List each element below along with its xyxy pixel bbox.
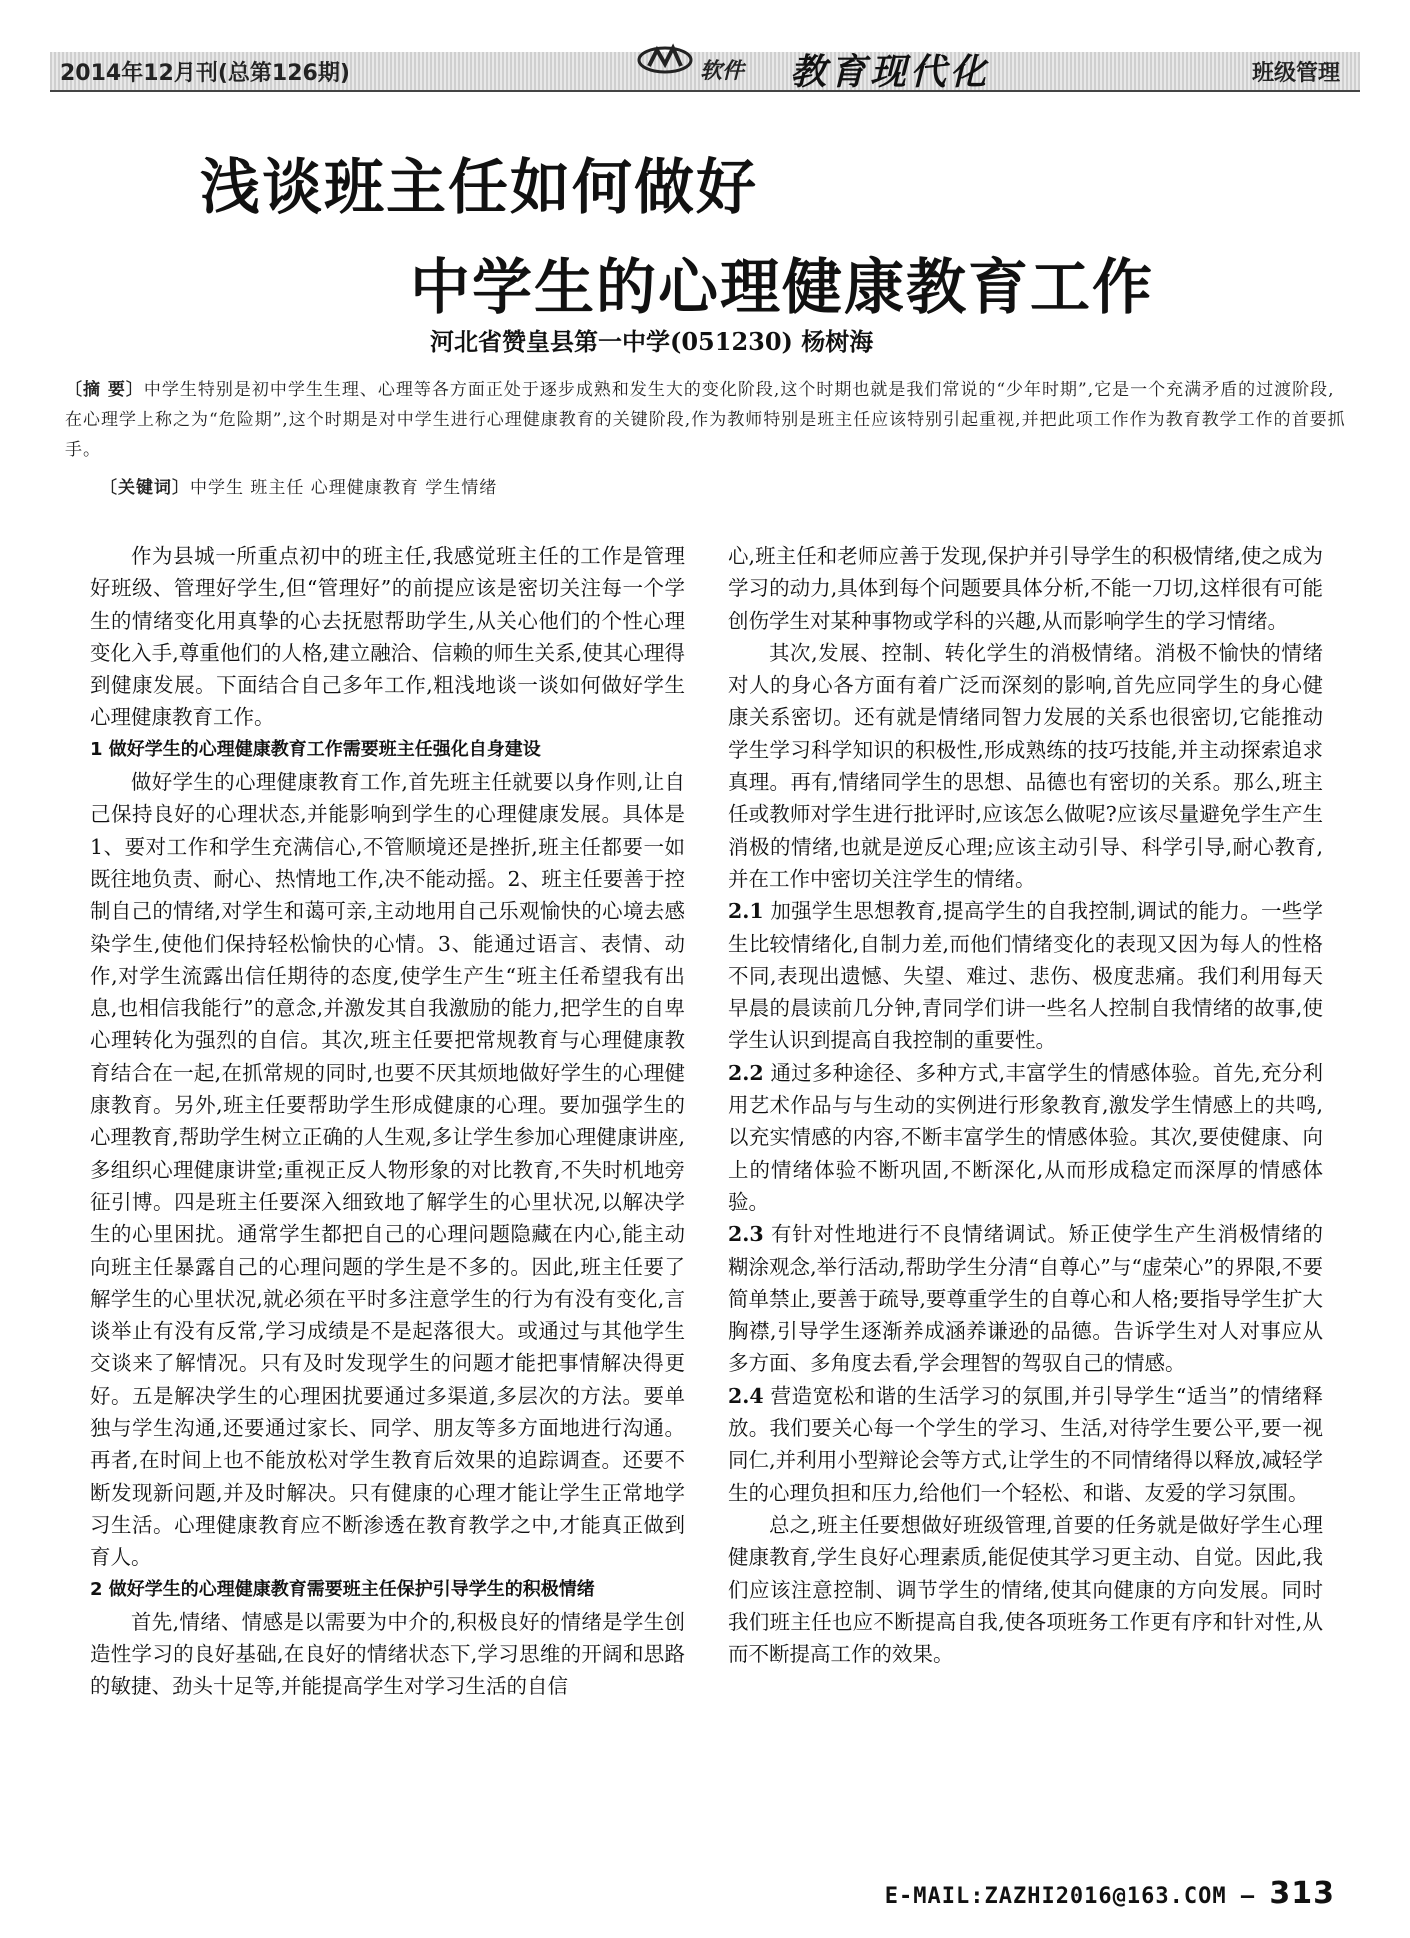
subsection-2-3 — [728, 1218, 1323, 1379]
author-affiliation: 河北省赞皇县第一中学(051230) 杨树海 — [430, 327, 874, 356]
section-label: 班级管理 — [1251, 61, 1340, 86]
subsection-number: 2.1 — [728, 899, 764, 924]
footer-email: E-MAIL:ZAZHI2016@163.COM — — [884, 1884, 1256, 1909]
running-header — [50, 52, 1360, 92]
keywords-text: 中学生 班主任 心理健康教育 学生情绪 — [190, 478, 498, 498]
paragraph: 首先,情绪、情感是以需要为中介的,积极良好的情绪是学生创造性学习的良好基础,在良好的情绪状态下,学习思维的开阔和思路的敏捷、劲头十足等,并能提高学生对学习生活的自信 — [90, 1609, 685, 1699]
subsection-text: 营造宽松和谐的生活学习的氛围,并引导学生“适当”的情绪释放。我们要关心每一个学生的学习、生活,对待学生要公平,要一视同仁,并利用小型辩论会等方式,让学生的不同情绪得以释放,减轻学生的心理负担和压力,给他们一个轻松、和谐、友爱的学习氛围。 — [728, 1383, 1323, 1505]
subsection-text: 有针对性地进行不良情绪调试。矫正使学生产生消极情绪的糊涂观念,举行活动,帮助学生分清“自尊心”与“虚荣心”的界限,不要简单禁止,要善于疏导,要尊重学生的自尊心和人格;要指导学生扩大胸襟,引导学生逐渐养成涵养谦逊的品德。告诉学生对人对事应从多方面、多角度去看,学会理智的驾驭自己的情感。 — [728, 1222, 1323, 1376]
page-number: 313 — [1269, 1876, 1335, 1911]
right-column — [728, 540, 1323, 1670]
magazine-name: 教育现代化 — [790, 51, 991, 93]
issue-label: 2014年12月刊(总第126期) — [60, 61, 350, 86]
paragraph: 作为县城一所重点初中的班主任,我感觉班主任的工作是管理好班级、管理好学生,但“管理好”的前提应该是密切关注每一个学生的情绪变化用真挚的心去抚慰帮助学生,从关心他们的个性心理变化入手,尊重他们的人格,建立融洽、信赖的师生关系,使其心理得到健康发展。下面结合自己多年工作,粗浅地谈一谈如何做好学生心理健康教育工作。 — [90, 544, 685, 730]
conclusion-paragraph: 总之,班主任要想做好班级管理,首要的任务就是做好学生心理健康教育,学生良好心理素质,能促使其学习更主动、自觉。因此,我们应该注意控制、调节学生的情绪,使其向健康的方向发展。同时我们班主任也应不断提高自我,使各项班务工作更有序和针对性,从而不断提高工作的效果。 — [728, 1512, 1323, 1667]
subsection-number: 2.3 — [728, 1222, 764, 1247]
subsection-text: 通过多种途径、多种方式,丰富学生的情感体验。首先,充分利用艺术作品与与生动的实例进行形象教育,激发学生情感上的共鸣,以充实情感的内容,不断丰富学生的情感体验。其次,要使健康、向上的情绪体验不断巩固,不断深化,从而形成稳定而深厚的情感体验。 — [728, 1060, 1323, 1214]
section-heading-2: 2 做好学生的心理健康教育需要班主任保护引导学生的积极情绪 — [90, 1578, 595, 1600]
abstract-label: 〔摘 要〕 — [65, 380, 144, 400]
section-heading-1: 1 做好学生的心理健康教育工作需要班主任强化自身建设 — [90, 738, 541, 760]
left-column — [90, 540, 685, 1703]
subsection-2-1 — [728, 895, 1323, 1056]
abstract-text: 中学生特别是初中学生生理、心理等各方面正处于逐步成熟和发生大的变化阶段,这个时期也就是我们常说的“少年时期”,它是一个充满矛盾的过渡阶段,在心理学上称之为“危险期”,这个时期是对中学生进行心理健康教育的关键阶段,作为教师特别是班主任应该特别引起重视,并把此项工作作为教育教学工作的首要抓手。 — [65, 380, 1346, 460]
subsection-text: 加强学生思想教育,提高学生的自我控制,调试的能力。一些学生比较情绪化,自制力差,而他们情绪变化的表现又因为每人的性格不同,表现出遗憾、失望、难过、悲伤、极度悲痛。我们利用每天早晨的晨读前几分钟,青同学们讲一些名人控制自我情绪的故事,使学生认识到提高自我控制的重要性。 — [728, 899, 1323, 1053]
subsection-number: 2.4 — [728, 1383, 764, 1408]
magazine-logo-icon — [635, 38, 695, 82]
paragraph: 做好学生的心理健康教育工作,首先班主任就要以身作则,让自己保持良好的心理状态,并能影响到学生的心理健康发展。具体是1、要对工作和学生充满信心,不管顺境还是挫折,班主任都要一如既往地负责、耐心、热情地工作,决不能动摇。2、班主任要善于控制自己的情绪,对学生和蔼可亲,主动地用自己乐观愉快的心境去感染学生,使他们保持轻松愉快的心情。3、能通过语言、表情、动作,对学生流露出信任期待的态度,使学生产生“班主任希望我有出息,也相信我能行”的意念,并激发其自我激励的能力,把学生的自卑心理转化为强烈的自信。其次,班主任要把常规教育与心理健康教育结合在一起,在抓常规的同时,也要不厌其烦地做好学生的心理健康教育。另外,班主任要帮助学生形成健康的心理。要加强学生的心理教育,帮助学生树立正确的人生观,多让学生参加心理健康讲座,多组织心理健康讲堂;重视正反人物形象的对比教育,不失时机地旁征引博。四是班主任要深入细致地了解学生的心里状况,以解决学生的心里困扰。通常学生都把自己的心理问题隐藏在内心,能主动向班主任暴露自己的心理问题的学生是不多的。因此,班主任要了解学生的心里状况,就必须在平时多注意学生的行为有没有变化,言谈举止有没有反常,学习成绩是不是起落很大。或通过与其他学生交谈来了解情况。只有及时发现学生的问题才能把事情解决得更好。五是解决学生的心理困扰要通过多渠道,多层次的方法。要单独与学生沟通,还要通过家长、同学、朋友等多方面地进行沟通。再者,在时间上也不能放松对学生教育后效果的追踪调查。还要不断发现新问题,并及时解决。只有健康的心理才能让学生正常地学习生活。心理健康教育应不断渗透在教育教学之中,才能真正做到育人。 — [90, 770, 685, 1570]
abstract — [65, 375, 1350, 465]
subsection-2-2 — [728, 1057, 1323, 1218]
paragraph: 心,班主任和老师应善于发现,保护并引导学生的积极情绪,使之成为学习的动力,具体到每个问题要具体分析,不能一刀切,这样很有可能创伤学生对某种事物或学科的兴趣,从而影响学生的学习情绪。 — [728, 544, 1323, 633]
subsection-2-4 — [728, 1380, 1323, 1509]
paragraph: 其次,发展、控制、转化学生的消极情绪。消极不愉快的情绪对人的身心各方面有着广泛而深刻的影响,首先应同学生的身心健康关系密切。还有就是情绪同智力发展的关系也很密切,它能推动学生学习科学知识的积极性,形成熟练的技巧技能,并主动探索追求真理。再有,情绪同学生的思想、品德也有密切的关系。那么,班主任或教师对学生进行批评时,应该怎么做呢?应该尽量避免学生产生消极的情绪,也就是逆反心理;应该主动引导、科学引导,耐心教育,并在工作中密切关注学生的情绪。 — [728, 640, 1323, 891]
article-title-line1: 浅谈班主任如何做好 — [200, 153, 758, 223]
article-title-line2: 中学生的心理健康教育工作 — [410, 253, 1154, 323]
partner-label: 软件 — [700, 58, 745, 84]
keywords-label: 〔关键词〕 — [100, 478, 190, 498]
footer — [885, 1876, 1335, 1911]
keywords — [100, 473, 497, 498]
subsection-number: 2.2 — [728, 1060, 764, 1085]
